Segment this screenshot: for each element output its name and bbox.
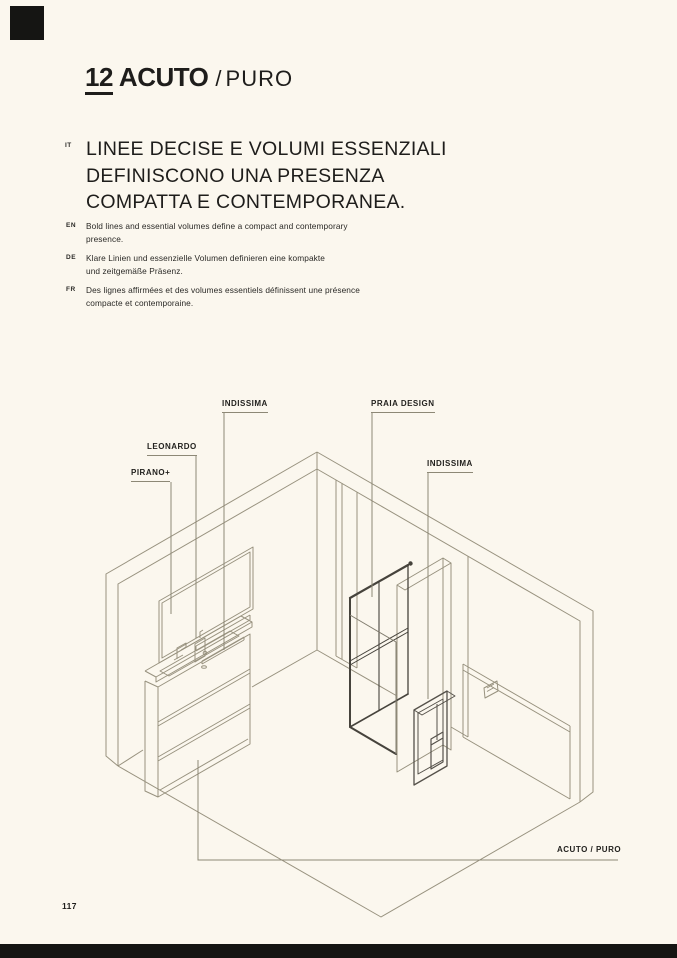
collection-variant: PURO [225, 66, 294, 91]
paragraph-line: und zeitgemäße Präsenz. [86, 266, 183, 277]
product-label-pirano: PIRANO+ [131, 469, 170, 482]
paragraph-line: Des lignes affirmées et des volumes essentiels définissent une présence [86, 285, 360, 295]
page-number: 117 [62, 901, 77, 911]
paragraph-line: Klare Linien und essenzielle Volumen definieren eine kompakte [86, 253, 326, 263]
product-label-indissima-1: INDISSIMA [222, 400, 268, 413]
intro-heading-line: LINEE DECISE E VOLUMI ESSENZIALI [86, 138, 447, 160]
product-label-acuto-puro: ACUTO / PURO [557, 845, 622, 854]
lang-label-en: EN [66, 222, 77, 229]
intro-heading-line: DEFINISCONO UNA PRESENZA [86, 164, 385, 187]
intro-heading-line: COMPATTA E CONTEMPORANEA. [86, 191, 406, 213]
title-separator: / [215, 66, 222, 91]
paragraph-line: compacte et contemporaine. [86, 298, 194, 309]
lang-label-it: IT [65, 142, 72, 149]
paragraph-line: presence. [86, 234, 124, 245]
bottom-edge-bar [0, 944, 677, 958]
product-label-leonardo: LEONARDO [147, 443, 197, 456]
product-label-praia-design: PRAIA DESIGN [371, 400, 435, 413]
accessory-column [414, 691, 455, 785]
shower-enclosure [350, 561, 413, 754]
chapter-number: 12 [85, 64, 113, 95]
paragraph-line: Bold lines and essential volumes define a compact and contemporary [86, 221, 348, 231]
lang-label-fr: FR [66, 286, 76, 293]
product-label-indissima-2: INDISSIMA [427, 460, 473, 473]
lang-label-de: DE [66, 254, 77, 261]
collection-name: ACUTO [118, 62, 209, 92]
vanity-and-mirror [145, 547, 253, 797]
